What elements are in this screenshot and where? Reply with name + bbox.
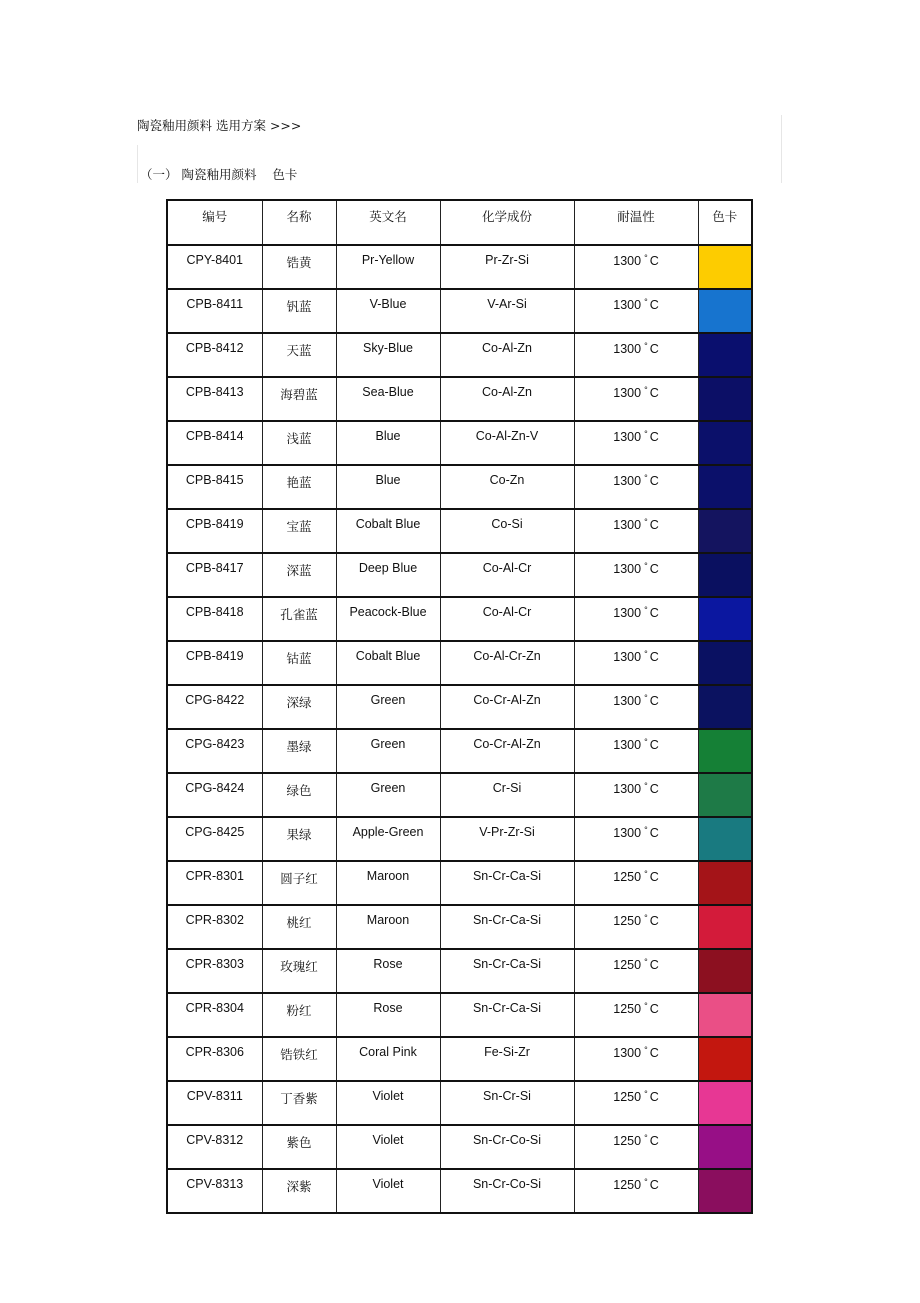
color-swatch [698,641,752,685]
pigment-temperature [574,509,698,553]
pigment-chemistry: Sn-Cr-Ca-Si [440,905,574,949]
pigment-code: CPG-8425 [167,817,262,861]
pigment-code: CPR-8301 [167,861,262,905]
pigment-code: CPR-8302 [167,905,262,949]
temperature-value: 1250 [613,1002,642,1016]
pigment-temperature [574,421,698,465]
pigment-temperature [574,729,698,773]
temperature-value: 1300 [613,694,642,708]
temperature-unit: C [649,474,659,488]
color-swatch [698,333,752,377]
pigment-code: CPV-8313 [167,1169,262,1213]
pigment-english-name: Green [336,729,440,773]
table-row [167,773,752,817]
pigment-name: 深绿 [262,685,336,729]
temperature-value: 1300 [613,474,642,488]
color-swatch [698,465,752,509]
degree-icon: ° [644,517,648,527]
pigment-temperature [574,465,698,509]
degree-icon: ° [644,869,648,879]
pigment-chemistry: Fe-Si-Zr [440,1037,574,1081]
temperature-unit: C [649,1002,659,1016]
pigment-name: 墨绿 [262,729,336,773]
pigment-chemistry: Co-Zn [440,465,574,509]
pigment-chemistry: Co-Al-Zn-V [440,421,574,465]
degree-icon: ° [644,1089,648,1099]
temperature-unit: C [649,694,659,708]
temperature-unit: C [649,298,659,312]
table-row [167,641,752,685]
header-chemistry: 化学成份 [440,200,574,245]
temperature-value: 1250 [613,1178,642,1192]
temperature-unit: C [649,650,659,664]
temperature-value: 1300 [613,606,642,620]
table-row [167,1081,752,1125]
color-swatch [698,773,752,817]
pigment-name: 果绿 [262,817,336,861]
pigment-chemistry: V-Ar-Si [440,289,574,333]
pigment-name: 海碧蓝 [262,377,336,421]
table-row [167,1169,752,1213]
degree-icon: ° [644,429,648,439]
degree-icon: ° [644,473,648,483]
pigment-english-name: V-Blue [336,289,440,333]
pigment-temperature [574,1037,698,1081]
temperature-unit: C [649,958,659,972]
temperature-value: 1300 [613,562,642,576]
table-row [167,421,752,465]
table-row [167,1037,752,1081]
degree-icon: ° [644,1133,648,1143]
temperature-value: 1300 [613,1046,642,1060]
temperature-value: 1300 [613,386,642,400]
pigment-english-name: Cobalt Blue [336,509,440,553]
pigment-code: CPG-8422 [167,685,262,729]
pigment-temperature [574,1169,698,1213]
table-row [167,289,752,333]
pigment-code: CPB-8413 [167,377,262,421]
pigment-english-name: Sky-Blue [336,333,440,377]
pigment-code: CPR-8306 [167,1037,262,1081]
degree-icon: ° [644,1177,648,1187]
pigment-english-name: Rose [336,993,440,1037]
pigment-chemistry: Cr-Si [440,773,574,817]
pigment-temperature [574,377,698,421]
pigment-code: CPB-8415 [167,465,262,509]
color-swatch [698,1125,752,1169]
pigment-code: CPR-8303 [167,949,262,993]
temperature-unit: C [649,562,659,576]
temperature-value: 1300 [613,254,642,268]
pigment-english-name: Sea-Blue [336,377,440,421]
degree-icon: ° [644,913,648,923]
table-row [167,993,752,1037]
degree-icon: ° [644,693,648,703]
degree-icon: ° [644,1045,648,1055]
pigment-chemistry: Sn-Cr-Ca-Si [440,861,574,905]
color-swatch [698,1169,752,1213]
header-english: 英文名 [336,200,440,245]
temperature-unit: C [649,386,659,400]
header-code: 编号 [167,200,262,245]
degree-icon: ° [644,737,648,747]
pigment-name: 紫色 [262,1125,336,1169]
pigment-temperature [574,245,698,289]
pigment-chemistry: Pr-Zr-Si [440,245,574,289]
pigment-english-name: Maroon [336,861,440,905]
pigment-name: 丁香紫 [262,1081,336,1125]
pigment-temperature [574,905,698,949]
pigment-code: CPB-8418 [167,597,262,641]
pigment-chemistry: Sn-Cr-Ca-Si [440,949,574,993]
pigment-name: 锆黄 [262,245,336,289]
table-header-row [167,200,752,245]
temperature-unit: C [649,342,659,356]
pigment-chemistry: Co-Si [440,509,574,553]
pigment-english-name: Peacock-Blue [336,597,440,641]
temperature-unit: C [649,1178,659,1192]
temperature-value: 1300 [613,738,642,752]
color-swatch [698,597,752,641]
pigment-code: CPB-8417 [167,553,262,597]
pigment-english-name: Blue [336,421,440,465]
pigment-name: 绿色 [262,773,336,817]
color-card-table [166,199,753,1214]
degree-icon: ° [644,825,648,835]
temperature-value: 1300 [613,342,642,356]
pigment-chemistry: Co-Cr-Al-Zn [440,685,574,729]
color-swatch [698,729,752,773]
pigment-code: CPB-8419 [167,509,262,553]
temperature-unit: C [649,606,659,620]
table-row [167,905,752,949]
pigment-english-name: Apple-Green [336,817,440,861]
pigment-name: 圆子红 [262,861,336,905]
pigment-code: CPB-8412 [167,333,262,377]
pigment-temperature [574,289,698,333]
color-swatch [698,905,752,949]
temperature-value: 1250 [613,870,642,884]
color-swatch [698,685,752,729]
header-temperature: 耐温性 [574,200,698,245]
pigment-name: 钒蓝 [262,289,336,333]
temperature-unit: C [649,1090,659,1104]
table-row [167,245,752,289]
color-swatch [698,553,752,597]
pigment-chemistry: V-Pr-Zr-Si [440,817,574,861]
pigment-name: 粉红 [262,993,336,1037]
margin-line-left [137,145,138,183]
temperature-value: 1300 [613,650,642,664]
degree-icon: ° [644,605,648,615]
pigment-chemistry: Sn-Cr-Co-Si [440,1169,574,1213]
degree-icon: ° [644,297,648,307]
pigment-temperature [574,1125,698,1169]
pigment-temperature [574,773,698,817]
pigment-temperature [574,597,698,641]
color-swatch [698,861,752,905]
pigment-code: CPV-8311 [167,1081,262,1125]
pigment-chemistry: Co-Al-Zn [440,377,574,421]
degree-icon: ° [644,781,648,791]
header-name: 名称 [262,200,336,245]
pigment-name: 深紫 [262,1169,336,1213]
pigment-code: CPG-8423 [167,729,262,773]
temperature-unit: C [649,914,659,928]
pigment-english-name: Pr-Yellow [336,245,440,289]
pigment-code: CPB-8414 [167,421,262,465]
table-row [167,465,752,509]
section-heading: （一） 陶瓷釉用颜料 色卡 [140,167,298,182]
pigment-temperature [574,817,698,861]
degree-icon: ° [644,957,648,967]
color-swatch [698,1081,752,1125]
pigment-temperature [574,1081,698,1125]
table-row [167,597,752,641]
pigment-chemistry: Co-Al-Zn [440,333,574,377]
temperature-unit: C [649,518,659,532]
temperature-value: 1250 [613,914,642,928]
pigment-english-name: Green [336,685,440,729]
table-row [167,377,752,421]
table-row [167,553,752,597]
table-row [167,685,752,729]
temperature-value: 1300 [613,298,642,312]
color-swatch [698,1037,752,1081]
color-swatch [698,421,752,465]
pigment-temperature [574,641,698,685]
pigment-english-name: Rose [336,949,440,993]
temperature-value: 1300 [613,430,642,444]
pigment-code: CPB-8411 [167,289,262,333]
temperature-value: 1250 [613,1090,642,1104]
temperature-value: 1250 [613,1134,642,1148]
pigment-name: 浅蓝 [262,421,336,465]
temperature-unit: C [649,430,659,444]
temperature-value: 1300 [613,518,642,532]
table-row [167,333,752,377]
pigment-code: CPG-8424 [167,773,262,817]
degree-icon: ° [644,649,648,659]
pigment-english-name: Maroon [336,905,440,949]
color-swatch [698,817,752,861]
pigment-english-name: Blue [336,465,440,509]
pigment-code: CPR-8304 [167,993,262,1037]
pigment-chemistry: Sn-Cr-Co-Si [440,1125,574,1169]
temperature-value: 1300 [613,782,642,796]
pigment-temperature [574,949,698,993]
pigment-chemistry: Co-Cr-Al-Zn [440,729,574,773]
pigment-chemistry: Sn-Cr-Si [440,1081,574,1125]
table-row [167,1125,752,1169]
temperature-unit: C [649,826,659,840]
color-swatch [698,245,752,289]
pigment-name: 玫瑰红 [262,949,336,993]
temperature-unit: C [649,870,659,884]
pigment-chemistry: Co-Al-Cr [440,553,574,597]
table-row [167,861,752,905]
temperature-unit: C [649,738,659,752]
pigment-english-name: Deep Blue [336,553,440,597]
page-heading: 陶瓷釉用颜料 选用方案 >>> [137,118,302,133]
table-row [167,729,752,773]
degree-icon: ° [644,385,648,395]
pigment-english-name: Violet [336,1169,440,1213]
pigment-temperature [574,553,698,597]
color-swatch [698,509,752,553]
table-row [167,949,752,993]
temperature-unit: C [649,254,659,268]
pigment-english-name: Coral Pink [336,1037,440,1081]
pigment-code: CPB-8419 [167,641,262,685]
pigment-name: 深蓝 [262,553,336,597]
header-swatch: 色卡 [698,200,752,245]
color-swatch [698,993,752,1037]
table-row [167,509,752,553]
pigment-english-name: Violet [336,1081,440,1125]
pigment-name: 天蓝 [262,333,336,377]
pigment-chemistry: Co-Al-Cr-Zn [440,641,574,685]
pigment-temperature [574,333,698,377]
color-swatch [698,377,752,421]
pigment-name: 钴蓝 [262,641,336,685]
pigment-chemistry: Sn-Cr-Ca-Si [440,993,574,1037]
temperature-unit: C [649,1134,659,1148]
table-row [167,817,752,861]
pigment-name: 孔雀蓝 [262,597,336,641]
pigment-name: 宝蓝 [262,509,336,553]
pigment-english-name: Green [336,773,440,817]
pigment-temperature [574,993,698,1037]
temperature-value: 1250 [613,958,642,972]
pigment-english-name: Cobalt Blue [336,641,440,685]
pigment-code: CPV-8312 [167,1125,262,1169]
temperature-unit: C [649,1046,659,1060]
pigment-name: 桃红 [262,905,336,949]
temperature-unit: C [649,782,659,796]
pigment-code: CPY-8401 [167,245,262,289]
margin-line-right [781,115,782,183]
color-swatch [698,949,752,993]
degree-icon: ° [644,341,648,351]
pigment-temperature [574,685,698,729]
degree-icon: ° [644,561,648,571]
temperature-value: 1300 [613,826,642,840]
pigment-english-name: Violet [336,1125,440,1169]
color-swatch [698,289,752,333]
pigment-name: 锆铁红 [262,1037,336,1081]
pigment-name: 艳蓝 [262,465,336,509]
pigment-temperature [574,861,698,905]
degree-icon: ° [644,1001,648,1011]
degree-icon: ° [644,253,648,263]
pigment-chemistry: Co-Al-Cr [440,597,574,641]
